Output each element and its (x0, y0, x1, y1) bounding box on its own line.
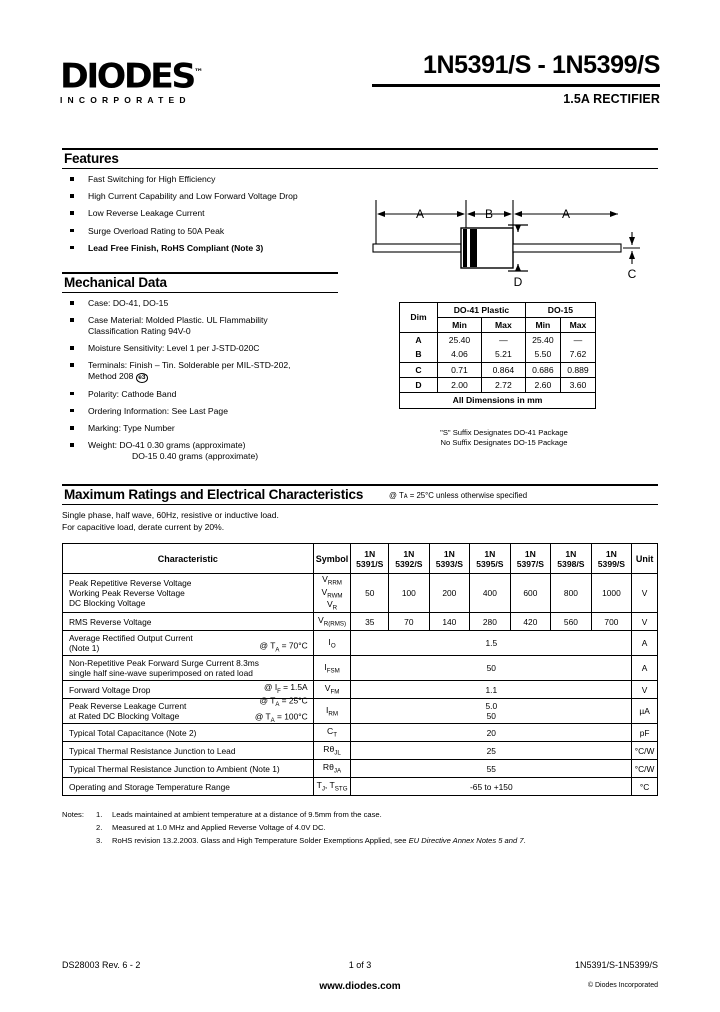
feature-text: Low Reverse Leakage Current (88, 208, 205, 219)
table-row (63, 681, 658, 699)
note-number: 2. (96, 822, 103, 832)
mechanical-heading: Mechanical Data (64, 275, 167, 290)
mech-item-case (62, 298, 362, 309)
note-item (96, 809, 662, 821)
feature-text: Fast Switching for High Efficiency (88, 174, 216, 184)
row-value: 280 (470, 613, 511, 631)
table-header-row (63, 544, 658, 574)
mechanical-top-rule (62, 272, 338, 274)
table-row (63, 574, 658, 613)
feature-item (62, 191, 372, 202)
col-part-1n5392s: 1N 5392/S (389, 544, 430, 574)
electrical-characteristics-table (62, 543, 658, 796)
ratings-heading: Maximum Ratings and Electrical Characteristics (64, 487, 364, 502)
feature-item (62, 208, 372, 219)
dim-label: A (400, 333, 438, 348)
bullet-square-icon (70, 301, 74, 305)
row-value-span: 25 (351, 742, 632, 760)
row-value-span: 20 (351, 724, 632, 742)
mechanical-list (62, 298, 362, 468)
row-characteristic: Non-Repetitive Peak Forward Surge Current 8.3ms single half sine-wave superimposed on rated load (63, 656, 314, 681)
logo-wordmark: DIODES™ (60, 56, 204, 97)
dim-value: 2.00 (438, 378, 482, 393)
title-block (260, 52, 660, 106)
ratings-intro-line1: Single phase, half wave, 60Hz, resistive or inductive load. (62, 510, 279, 520)
note-number: 3. (96, 835, 103, 845)
mech-text: Case: DO-41, DO-15 (88, 298, 169, 308)
table-row (63, 724, 658, 742)
row-condition: @ $T_A = 25^\circ C$ @ $T_A = 100^\circ C$ (254, 695, 308, 724)
row-value-span: 50 (351, 656, 632, 681)
mech-text-line2: DO-15 0.40 grams (approximate) (132, 450, 259, 461)
suffix-note-line1: "S" Suffix Designates DO-41 Package (440, 428, 568, 437)
col-part-1n5395s: 1N 5395/S (470, 544, 511, 574)
row-value: 70 (389, 613, 430, 631)
bullet-square-icon (70, 443, 74, 447)
package-outline-drawing (368, 192, 658, 300)
footer-part-range: 1N5391/S-1N5399/S (574, 960, 658, 970)
note-text-italic: EU Directive Annex Notes 5 and 7 (408, 835, 524, 845)
footer-page-number: 1 of 3 (348, 960, 372, 970)
dim-subheader: Min (438, 318, 482, 333)
row-symbol: $R\theta_{JL}$ (313, 742, 351, 760)
bullet-square-icon (70, 177, 74, 181)
row-value: 420 (510, 613, 551, 631)
row-unit: pF (632, 724, 658, 742)
col-part-1n5393s: 1N 5393/S (429, 544, 470, 574)
mech-text: Moisture Sensitivity: Level 1 per J-STD-020C (88, 343, 260, 354)
features-list (62, 174, 372, 260)
feature-text: Surge Overload Rating to 50A Peak (88, 225, 225, 236)
title-divider (372, 84, 660, 87)
row-characteristic: Peak Repetitive Reverse Voltage Working Peak Reverse Voltage DC Blocking Voltage (63, 574, 314, 613)
bullet-square-icon (70, 426, 74, 430)
row-characteristic: Forward Voltage Drop @ $I_F = 1.5A$ (63, 681, 314, 699)
table-row (400, 378, 596, 393)
row-value-span: 5.0 50 (351, 699, 632, 724)
table-row (63, 778, 658, 796)
mech-text: Terminals: Finish – Tin. Solderable per MIL-STD-202, (88, 360, 291, 371)
footer-doc-id: DS28003 Rev. 6 - 2 (62, 960, 141, 970)
table-row (400, 363, 596, 378)
ratings-top-rule (62, 484, 658, 486)
bullet-square-icon (70, 211, 74, 215)
dim-value: 2.72 (481, 378, 525, 393)
row-characteristic: Typical Total Capacitance (Note 2) (63, 724, 314, 742)
col-part-1n5399s: 1N 5399/S (591, 544, 632, 574)
svg-text:C: C (627, 267, 637, 281)
bullet-square-icon (70, 229, 74, 233)
svg-text:D: D (513, 275, 523, 289)
mech-item-weight (62, 440, 362, 462)
page-title: 1N5391/S - 1N5399/S (422, 51, 660, 79)
row-value: 100 (389, 574, 430, 613)
notes-label: Notes: (62, 810, 84, 819)
dim-subheader: Min (525, 318, 560, 333)
row-value: 600 (510, 574, 551, 613)
row-condition: @ $I_F = 1.5A$ (264, 681, 308, 695)
table-row (400, 393, 596, 409)
note-item (96, 822, 662, 834)
mech-item-moisture (62, 343, 362, 354)
note-text: Leads maintained at ambient temperature at a distance of 9.5mm from the case. (112, 810, 382, 819)
ratings-bottom-rule (62, 504, 658, 505)
row-characteristic: RMS Reverse Voltage (63, 613, 314, 631)
bullet-square-icon (70, 246, 74, 250)
col-characteristic: Characteristic (63, 544, 314, 574)
col-unit: Unit (632, 544, 658, 574)
page-subtitle: 1.5A RECTIFIER (563, 91, 660, 106)
row-condition: @ $T_A = 70^\circ C$ (259, 640, 308, 654)
dim-value: 2.60 (525, 378, 560, 393)
dim-value: 25.40 (525, 333, 560, 348)
mech-item-ordering (62, 406, 362, 417)
note-item (96, 835, 662, 847)
row-value: 800 (551, 574, 592, 613)
col-part-1n5391s: 1N 5391/S (351, 544, 389, 574)
dim-value: 3.60 (560, 378, 595, 393)
dim-value: 7.62 (560, 348, 595, 363)
table-row (400, 303, 596, 318)
table-row (63, 613, 658, 631)
row-value: 35 (351, 613, 389, 631)
row-unit: °C (632, 778, 658, 796)
row-symbol: $T_J$, $T_{STG}$ (313, 778, 351, 796)
notes-list (62, 809, 662, 846)
mechanical-bottom-rule (62, 292, 338, 293)
row-symbol: $V_{R(RMS)}$ (313, 613, 351, 631)
row-symbol: $V_{FM}$ (313, 681, 351, 699)
row-symbol: $C_T$ (313, 724, 351, 742)
dim-label: B (400, 348, 438, 363)
col-part-1n5397s: 1N 5397/S (510, 544, 551, 574)
row-characteristic: Typical Thermal Resistance Junction to Lead (63, 742, 314, 760)
dim-value: — (560, 333, 595, 348)
mech-text: Marking: Type Number (88, 422, 175, 433)
dimensions-table (399, 302, 596, 409)
row-value-span: 1.1 (351, 681, 632, 699)
note-text-tail: . (523, 835, 526, 845)
dim-value: 0.71 (438, 363, 482, 378)
row-value: 140 (429, 613, 470, 631)
row-value: 400 (470, 574, 511, 613)
feature-item (62, 226, 372, 237)
row-value: 560 (551, 613, 592, 631)
mech-item-polarity (62, 389, 362, 400)
note-text: RoHS revision 13.2.2003. Glass and High Temperature Solder Exemptions Applied, see (112, 835, 409, 845)
features-top-rule (62, 148, 658, 150)
dim-label: C (400, 363, 438, 378)
page-header (60, 52, 660, 132)
table-row (400, 333, 596, 348)
table-row (63, 760, 658, 778)
row-characteristic: Typical Thermal Resistance Junction to Ambient (Note 1) (63, 760, 314, 778)
mech-item-case-material (62, 315, 362, 337)
row-value: 50 (351, 574, 389, 613)
bullet-square-icon (70, 318, 74, 322)
svg-text:B: B (484, 207, 494, 221)
col-symbol: Symbol (313, 544, 351, 574)
dim-value: 0.864 (481, 363, 525, 378)
footer-copyright: © Diodes Incorporated (587, 982, 658, 989)
mech-item-marking (62, 423, 362, 434)
mech-item-terminals (62, 360, 362, 382)
footer-url[interactable]: www.diodes.com (319, 981, 401, 992)
dim-table-footer: All Dimensions in mm (400, 393, 596, 409)
feature-item (62, 243, 372, 254)
row-value: 1000 (591, 574, 632, 613)
row-unit: A (632, 631, 658, 656)
row-value-span: -65 to +150 (351, 778, 632, 796)
row-value-span: 55 (351, 760, 632, 778)
mech-text: Weight: DO-41 0.30 grams (approximate) (88, 440, 246, 451)
row-unit: V (632, 681, 658, 699)
row-value: 200 (429, 574, 470, 613)
logo-subtext: INCORPORATED (60, 95, 191, 106)
notes-section (62, 809, 662, 847)
dim-value: 4.06 (438, 348, 482, 363)
suffix-note-line2: No Suffix Designates DO-15 Package (440, 438, 568, 447)
row-unit: V (632, 574, 658, 613)
e3-badge-icon: e3 (136, 373, 148, 383)
row-value-span: 1.5 (351, 631, 632, 656)
note-text: Measured at 1.0 MHz and Applied Reverse Voltage of 4.0V DC. (112, 822, 326, 832)
dim-value: 0.686 (525, 363, 560, 378)
bullet-square-icon (70, 194, 74, 198)
bullet-square-icon (70, 363, 74, 367)
row-unit: µA (632, 699, 658, 724)
feature-text: High Current Capability and Low Forward Voltage Drop (88, 191, 298, 202)
row-symbol: $V_{RRM}$ $V_{RWM}$ $V_R$ (313, 574, 351, 613)
mech-text: Ordering Information: See Last Page (88, 405, 228, 416)
table-body (63, 574, 658, 796)
table-row (63, 631, 658, 656)
svg-text:A: A (415, 207, 425, 221)
row-symbol: $I_{FSM}$ (313, 656, 351, 681)
feature-item (62, 174, 372, 185)
bullet-square-icon (70, 392, 74, 396)
dim-subheader: Max (560, 318, 595, 333)
mech-text: Case Material: Molded Plastic. UL Flammability (88, 315, 268, 326)
diodes-logo (60, 56, 245, 105)
footer-right (575, 960, 658, 989)
ratings-intro (62, 510, 279, 533)
row-characteristic: Operating and Storage Temperature Range (63, 778, 314, 796)
row-symbol: $I_{RM}$ (313, 699, 351, 724)
dim-group-do15: DO-15 (525, 303, 595, 318)
dim-value: — (481, 333, 525, 348)
dim-group-do41: DO-41 Plastic (438, 303, 526, 318)
features-heading: Features (64, 151, 119, 166)
feature-text: Lead Free Finish, RoHS Compliant (Note 3) (88, 242, 264, 253)
dim-value: 25.40 (438, 333, 482, 348)
row-unit: °C/W (632, 742, 658, 760)
table-row (63, 656, 658, 681)
row-characteristic: Peak Reverse Leakage Current at Rated DC Blocking Voltage @ $T_A = 25^\circ C$ @ $T_A = 100^\circ C$ (63, 699, 314, 724)
row-unit: A (632, 656, 658, 681)
package-suffix-note (399, 428, 609, 448)
dim-subheader: Max (481, 318, 525, 333)
logo-tm: ™ (193, 68, 204, 78)
col-part-1n5398s: 1N 5398/S (551, 544, 592, 574)
footer-center (62, 960, 658, 992)
row-unit: V (632, 613, 658, 631)
table-row (63, 699, 658, 724)
row-symbol: $I_O$ (313, 631, 351, 656)
bullet-square-icon (70, 346, 74, 350)
ratings-condition: @ Tᴀ = 25°C unless otherwise specified (389, 491, 528, 500)
mech-text: Polarity: Cathode Band (88, 388, 177, 399)
dim-label: D (400, 378, 438, 393)
ratings-intro-line2: For capacitive load, derate current by 20%. (62, 521, 225, 532)
table-row (63, 742, 658, 760)
dim-value: 5.21 (481, 348, 525, 363)
note-number: 1. (96, 810, 103, 819)
features-bottom-rule (62, 168, 658, 169)
bullet-square-icon (70, 409, 74, 413)
dim-value: 0.889 (560, 363, 595, 378)
mech-text-line2: Method 208 (88, 371, 134, 382)
dim-header-cell: Dim (400, 303, 438, 333)
dim-value: 5.50 (525, 348, 560, 363)
row-unit: °C/W (632, 760, 658, 778)
mech-text-line2: Classification Rating 94V-0 (88, 325, 191, 336)
table-row (400, 348, 596, 363)
row-characteristic: Average Rectified Output Current (Note 1) @ $T_A = 70^\circ C$ (63, 631, 314, 656)
row-symbol: $R\theta_{JA}$ (313, 760, 351, 778)
row-value: 700 (591, 613, 632, 631)
svg-text:A: A (561, 207, 571, 221)
